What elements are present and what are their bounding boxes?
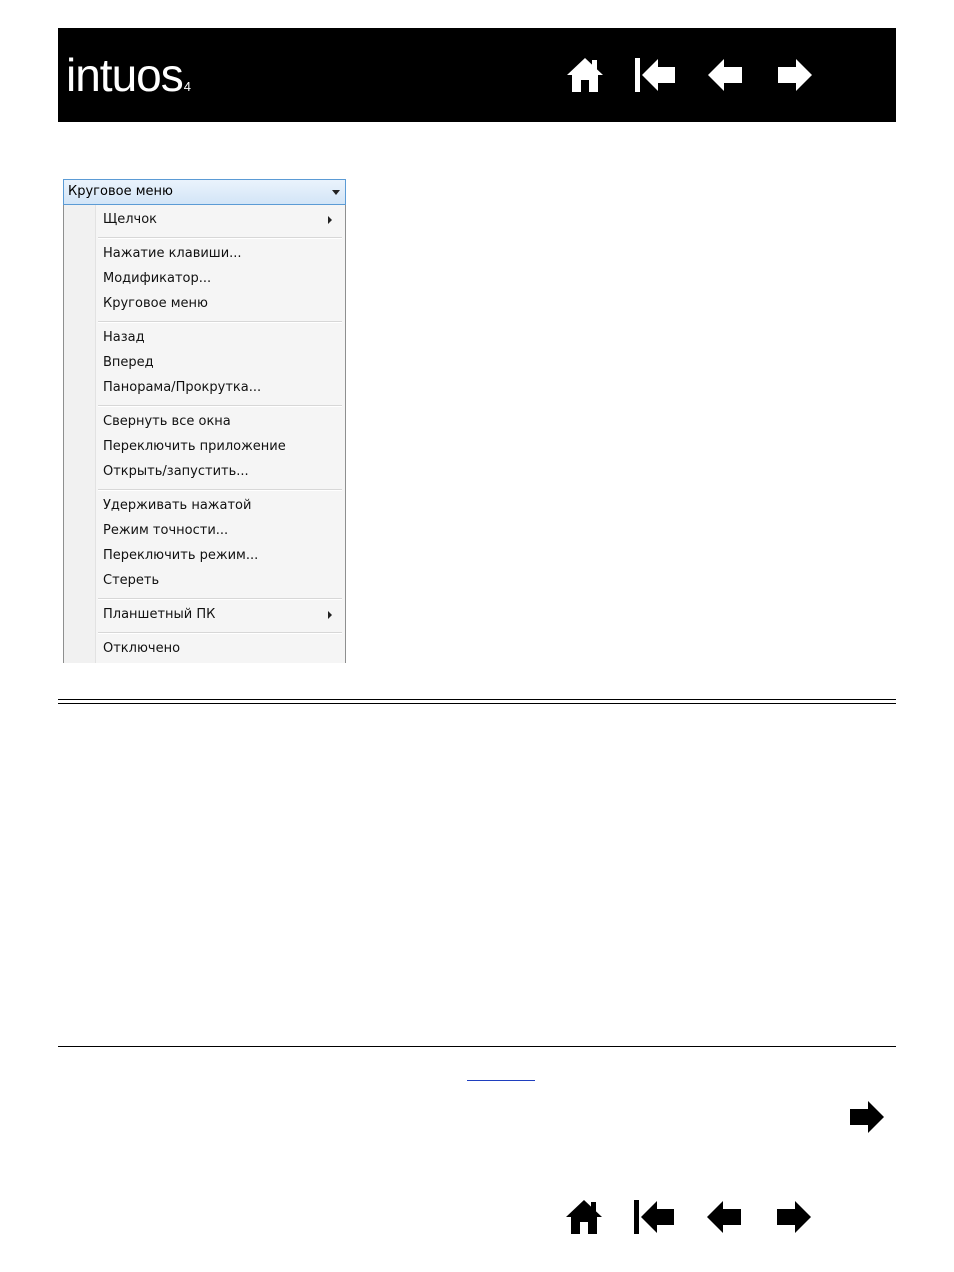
menu-separator	[98, 321, 342, 323]
menu-item-disabled[interactable]: Отключено	[103, 641, 181, 656]
menu-item-back[interactable]: Назад	[103, 330, 145, 345]
function-dropdown[interactable]	[63, 179, 346, 205]
next-page-icon	[776, 56, 814, 94]
header-nav	[561, 51, 841, 99]
menu-item-pan-scroll[interactable]: Панорама/Прокрутка...	[103, 380, 262, 395]
home-icon	[564, 1198, 604, 1236]
home-icon	[565, 56, 605, 94]
menu-separator	[98, 489, 342, 491]
menu-item-forward[interactable]: Вперед	[103, 355, 154, 370]
menu-item-radial-menu[interactable]: Круговое меню	[103, 296, 208, 311]
menu-icon-gutter	[64, 205, 96, 663]
menu-item-mode-toggle[interactable]: Переключить режим...	[103, 548, 259, 563]
menu-item-click[interactable]: Щелчок	[103, 212, 158, 227]
previous-page-button[interactable]	[700, 1193, 748, 1241]
submenu-arrow-icon	[328, 216, 332, 224]
menu-separator	[98, 405, 342, 407]
next-page-icon	[848, 1098, 886, 1136]
first-page-button[interactable]	[630, 1193, 678, 1241]
intuos-logo	[66, 50, 191, 112]
header-banner	[58, 28, 896, 122]
next-page-button[interactable]	[771, 51, 819, 99]
section-rule-top-second	[58, 703, 896, 704]
menu-separator	[98, 598, 342, 600]
home-button[interactable]	[561, 51, 609, 99]
menu-separator	[98, 237, 342, 239]
previous-page-button[interactable]	[701, 51, 749, 99]
menu-item-tablet-pc[interactable]: Планшетный ПК	[103, 607, 216, 622]
menu-separator	[98, 632, 342, 634]
menu-item-precision-mode[interactable]: Режим точности...	[103, 523, 229, 538]
first-page-button[interactable]	[631, 51, 679, 99]
next-page-icon	[775, 1198, 813, 1236]
menu-item-hold[interactable]: Удерживать нажатой	[103, 498, 252, 513]
footer-nav	[560, 1193, 840, 1241]
previous-page-icon	[705, 1198, 743, 1236]
submenu-arrow-icon	[328, 611, 332, 619]
menu-item-keystroke[interactable]: Нажатие клавиши...	[103, 246, 242, 261]
logo-subscript: 4	[183, 79, 191, 94]
section-rule-top	[58, 699, 896, 700]
menu-item-erase[interactable]: Стереть	[103, 573, 160, 588]
chevron-down-icon	[332, 190, 340, 195]
home-button[interactable]	[560, 1193, 608, 1241]
menu-item-minimize-all[interactable]: Свернуть все окна	[103, 414, 231, 429]
first-page-icon	[632, 1198, 676, 1236]
cross-reference-link[interactable]	[467, 1080, 535, 1081]
first-page-icon	[633, 56, 677, 94]
menu-item-open-run[interactable]: Открыть/запустить...	[103, 464, 249, 479]
menu-item-modifier[interactable]: Модификатор...	[103, 271, 212, 286]
logo-text: intuos	[66, 49, 183, 101]
menu-item-switch-app[interactable]: Переключить приложение	[103, 439, 286, 454]
continue-button[interactable]	[848, 1098, 886, 1140]
previous-page-icon	[706, 56, 744, 94]
dropdown-selected-value: Круговое меню	[68, 184, 173, 199]
section-rule-bottom	[58, 1046, 896, 1047]
next-page-button[interactable]	[770, 1193, 818, 1241]
dropdown-list	[64, 205, 345, 663]
